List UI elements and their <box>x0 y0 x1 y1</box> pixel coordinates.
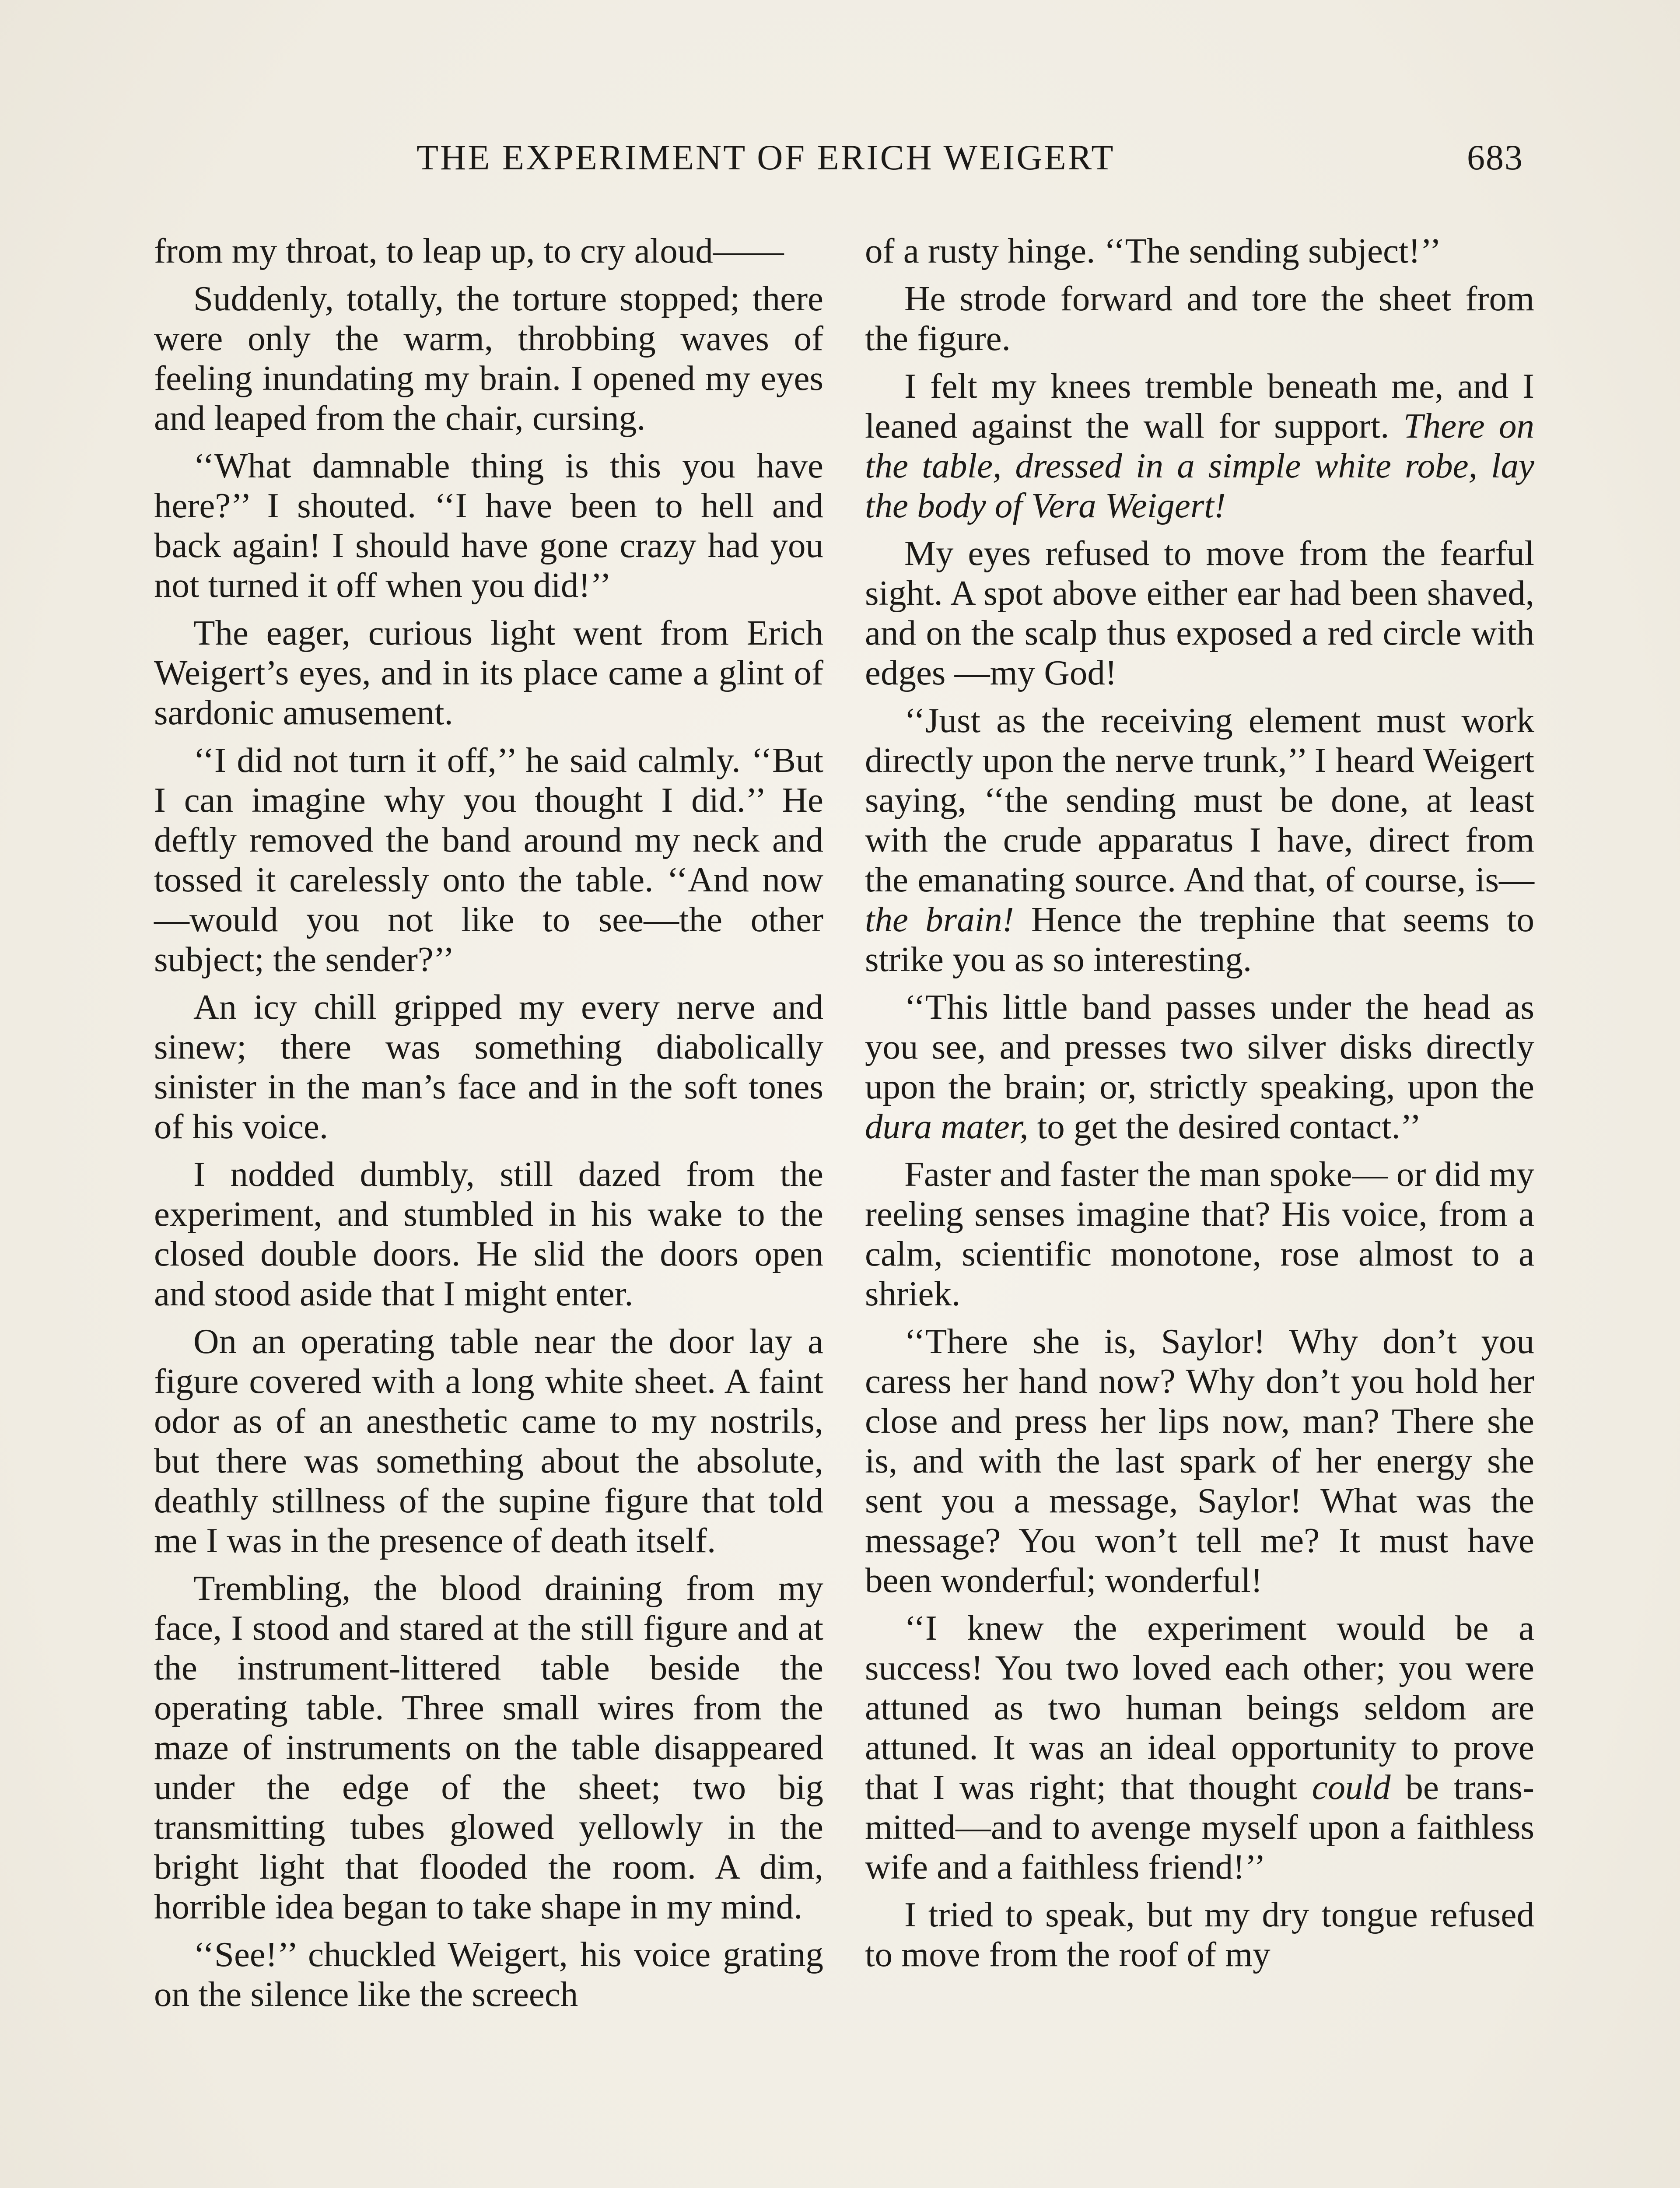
paragraph: Trembling, the blood draining from my face, I stood and stared at the still figure and at the instrument-littered table beside the operating table. Three small wires from the maze of instruments on the table disappeared under the edge of the sheet; two big transmitting tubes glowed yellowly in the bright light that flooded the room. A dim, horrible idea began to take shape in my mind. <box>154 1568 823 1926</box>
left-column <box>154 231 823 2022</box>
paragraph: He strode forward and tore the sheet from the figure. <box>865 279 1534 358</box>
paragraph <box>865 701 1534 979</box>
paragraph: An icy chill gripped my every nerve and sinew; there was something diabolically sinister in the man’s face and in the soft tones of his voice. <box>154 987 823 1146</box>
paragraph: Suddenly, totally, the torture stopped; there were only the warm, throbbing waves of feeling inundating my brain. I opened my eyes and leaped from the chair, cursing. <box>154 279 823 438</box>
running-title: THE EXPERIMENT OF ERICH WEIGERT <box>416 137 1115 177</box>
paragraph: ‘‘What damnable thing is this you have here?’’ I shouted. ‘‘I have been to hell and back again! I should have gone crazy had you not turned it off when you did!’’ <box>154 446 823 605</box>
paragraph <box>865 1608 1534 1887</box>
paragraph <box>865 987 1534 1147</box>
paragraph: I tried to speak, but my dry tongue refused to move from the roof of my <box>865 1895 1534 1974</box>
text-run: ‘‘Just as the receiving element must work directly upon the nerve trunk,’’ I heard Weigert saying, ‘‘the sending must be done, at least with the crude apparatus I have, direct from the emanating source. And that, of course, is— <box>865 701 1534 899</box>
text-run: to get the desired contact.’’ <box>1028 1107 1421 1146</box>
paragraph: Faster and faster the man spoke— or did my reeling senses imagine that? His voice, from a calm, scientific monotone, rose almost to a shriek. <box>865 1154 1534 1313</box>
paragraph: from my throat, to leap up, to cry aloud—— <box>154 231 784 270</box>
paragraph: ‘‘I did not turn it off,’’ he said calmly. ‘‘But I can imagine why you thought I did.’’ He deftly removed the band around my neck and tossed it carelessly onto the table. ‘‘And now—would you not like to see—the other subject; the sender?’’ <box>154 740 823 979</box>
text-run: ‘‘This little band passes under the head as you see, and presses two silver disks directly upon the brain; or, strictly speaking, upon the <box>865 987 1534 1106</box>
paragraph <box>865 366 1534 526</box>
text-run: Hence the trephine that seems to strike you as so interesting. <box>865 900 1534 979</box>
paragraph: My eyes refused to move from the fearful sight. A spot above either ear had been shaved, and on the scalp thus exposed a red circle with edges —my God! <box>865 533 1534 692</box>
paragraph: On an operating table near the door lay a figure covered with a long white sheet. A faint odor as of an anesthetic came to my nostrils, but there was something about the absolute, deathly stillness of the supine figure that told me I was in the presence of death itself. <box>154 1322 823 1560</box>
paragraph: ‘‘There she is, Saylor! Why don’t you caress her hand now? Why don’t you hold her close and press her lips now, man? There she is, and with the last spark of her energy she sent you a message, Saylor! What was the message? You won’t tell me? It must have been wonderful; wonderful! <box>865 1322 1534 1600</box>
italic-text: dura mater, <box>865 1107 1029 1146</box>
text-run: ‘‘I knew the experiment would be a success! You two loved each other; you were attuned as two human beings seldom are attuned. It was an ideal opportunity to prove that I was right; that thought <box>865 1608 1534 1807</box>
right-column <box>865 231 1534 1982</box>
page-number: 683 <box>1467 137 1523 177</box>
paragraph: ‘‘See!’’ chuckled Weigert, his voice grating on the silence like the screech <box>154 1935 823 2014</box>
running-header <box>154 131 1523 184</box>
paragraph: of a rusty hinge. ‘‘The sending subject!’’ <box>865 231 1442 270</box>
text-run: be transmitted—and to avenge myself upon a faithless wife and a faithless friend!’’ <box>865 1767 1535 1886</box>
paragraph: I nodded dumbly, still dazed from the experiment, and stumbled in his wake to the closed double doors. He slid the doors open and stood aside that I might enter. <box>154 1154 823 1313</box>
paragraph: The eager, curious light went from Erich Weigert’s eyes, and in its place came a glint of sardonic amusement. <box>154 613 823 732</box>
italic-text: the brain! <box>865 900 1014 939</box>
italic-text: There on the table, dressed in a simple white robe, lay the body of Vera Weigert! <box>865 406 1535 525</box>
text-run: I felt my knees tremble beneath me, and I leaned against the wall for support. <box>865 366 1534 445</box>
italic-text: could <box>1312 1767 1391 1807</box>
